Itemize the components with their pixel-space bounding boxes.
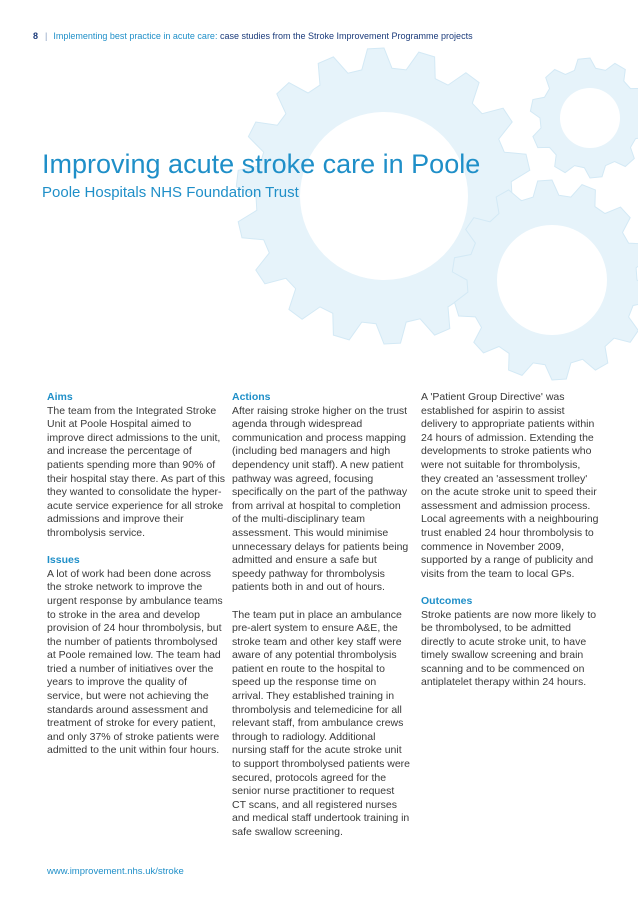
gear-hole: [497, 225, 607, 335]
column-right: [421, 391, 601, 690]
footer-url: www.improvement.nhs.uk/stroke: [47, 866, 184, 877]
actions-paragraph-1: After raising stroke higher on the trust agenda through widespread communication and process mapping (including bed managers and high dependency unit staff). A new patient pathway was agreed, focusing specifically on the part of the pathway from arrival at hospital to completion of the multi-disciplinary team assessment. This would minimise unnecessary delays for patients being admitted and ensure a safe but speedy pathway for thrombolysis patients both in and out of hours.: [232, 404, 409, 594]
series-title-lead: Implementing best practice in acute care:: [53, 31, 218, 41]
series-title-tail: case studies from the Stroke Improvement Programme projects: [219, 31, 473, 41]
header-separator: |: [45, 31, 48, 41]
column-left: [47, 391, 225, 758]
actions-paragraph-2: The team put in place an ambulance pre-alert system to ensure A&E, the stroke team and other key staff were aware of any potential thrombolysis patient en route to the hospital to speed up the response time on arrival. They established training in thrombolysis and telemedicine for all relevant staff, from ambulance crews through to radiology. Additional nursing staff for the acute stroke unit to support thrombolysed patients were secured, protocols agreed for the senior nurse practitioner to request CT scans, and all registered nurses and medical staff undertook training in safe swallow screening.: [232, 608, 411, 838]
gear-hole: [300, 112, 468, 280]
outcomes-heading: Outcomes: [421, 594, 473, 607]
actions-paragraph-3: A 'Patient Group Directive' was established for aspirin to assist delivery to appropriate patients within 24 hours of admission. Extending the developments to stroke patients who were not suitable for thrombolysis, they created an 'assessment trolley' on the acute stroke unit to speed their assessment and admission process. Local agreements with a neighbouring trust enabled 24 hour thrombolysis to commence in November 2009, supported by a range of publicity and visits from the team to local GPs.: [421, 391, 599, 580]
issues-paragraph: A lot of work had been done across the stroke network to improve the urgent response by ambulance teams to stroke in the area and develop provision of 24 hour thrombolysis, but the number of patients thrombolysed at Poole remained low. The team had tried a number of initiatives over the years to improve the quality of service, but were not achieving the standards around assessment and treatment of stroke for every patient, and only 37% of stroke patients were admitted to the unit within four hours.: [47, 567, 223, 757]
issues-heading: Issues: [47, 554, 80, 567]
actions-heading: Actions: [232, 391, 271, 403]
aims-paragraph: The team from the Integrated Stroke Unit at Poole Hospital aimed to improve direct admissions to the unit, and increase the percentage of patients spending more than 90% of their hospital stay there. As part of this they wanted to consolidate the hyper-acute service experience for all stroke admissions and improve their thrombolysis service.: [47, 404, 226, 539]
page-number: 8: [33, 31, 39, 41]
outcomes-paragraph: Stroke patients are now more likely to be thrombolysed, to be admitted directly to acute stroke unit, to have timely swallow screening and brain scanning and to be commenced on antiplatelet therapy within 24 hours.: [421, 608, 597, 689]
article-subtitle: Poole Hospitals NHS Foundation Trust: [42, 184, 299, 201]
gear-hole: [560, 88, 620, 148]
article-title: Improving acute stroke care in Poole: [42, 149, 481, 179]
aims-heading: Aims: [47, 391, 73, 403]
column-middle: [232, 391, 410, 840]
